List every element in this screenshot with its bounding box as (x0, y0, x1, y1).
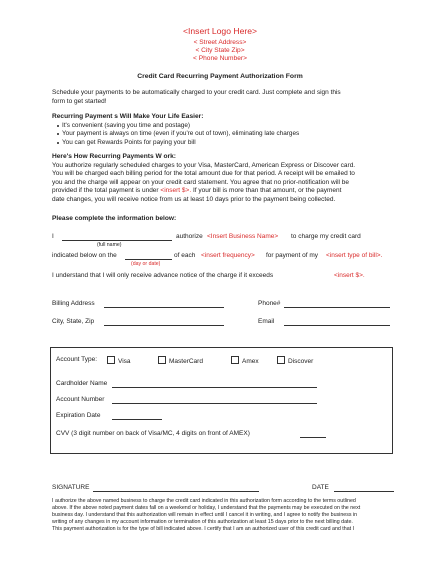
date-field[interactable] (334, 491, 394, 492)
cardholder-field[interactable] (112, 387, 317, 388)
city-state-zip-label: City, State, Zip (52, 318, 95, 325)
how-line-5: date changes, you will receive notice from us at least 10 days prior to the payment being collected. (52, 195, 336, 203)
amex-label: Amex (242, 358, 259, 365)
signature-field[interactable] (93, 491, 259, 492)
city-state-zip: < City State Zip> (195, 47, 245, 54)
how-line-4 (52, 187, 402, 195)
fine-print-line-5: This payment authorization is for the type of bill indicated above. I certify that I am an authorized user of this credit card and that I (52, 526, 355, 532)
discover-label: Discover (288, 358, 314, 365)
street-address: < Street Address> (193, 39, 247, 46)
intro-line-1: Schedule your payments to be automatically charged to your credit card. Just complete and sign this (52, 89, 341, 96)
how-line-2: You will be charged each billing period for the total amount due for that period. A receipt will be emailed to (52, 170, 355, 177)
discover-checkbox[interactable] (277, 356, 285, 364)
how-line-4a: provided if the total payment is under (52, 187, 159, 194)
visa-label: Visa (118, 358, 131, 365)
how-line-4b: If your bill is more than that amount, or the payment (192, 187, 342, 194)
fine-print-line-4: writing of any changes in my account information or termination of this authorization at least 15 days prior to the next billing date. (52, 519, 353, 525)
form-title: Credit Card Recurring Payment Authorization Form (137, 73, 303, 80)
email-label: Email (258, 318, 275, 325)
how-line-1: You authorize regularly scheduled charges to your Visa, MasterCard, American Express or Discover card. (52, 161, 356, 169)
mastercard-label: MasterCard (169, 358, 203, 365)
benefit-item: You can get Rewards Points for paying your bill (62, 139, 392, 148)
fine-print-line-3: business day. I understand that this authorization will remain in effect until I cancel it in writing, and I agree to notify the business in (52, 512, 358, 518)
i-label: I (52, 233, 54, 240)
benefits-heading: Recurring Payment s Will Make Your Life Easier: (52, 113, 204, 120)
insert-amount: <insert $>. (160, 187, 192, 194)
logo-placeholder: <Insert Logo Here> (182, 26, 258, 36)
date-label: DATE (312, 484, 329, 491)
expiration-label: Expiration Date (56, 412, 101, 419)
intro-line-2: form to get started! (52, 97, 107, 105)
discover-option[interactable] (277, 356, 313, 365)
fine-print-line-2: above. If the above noted payment dates fall on a weekend or holiday, I understand that the payments may be executed on the next (52, 505, 361, 511)
mastercard-option[interactable] (158, 356, 203, 365)
benefit-item: Your payment is always on time (even if you're out of town), eliminating late charges (62, 130, 392, 139)
mastercard-checkbox[interactable] (158, 356, 166, 364)
fine-print-line-1: I authorize the above named business to charge the credit card indicated in this authorization form according to the terms outlined (52, 498, 356, 504)
full-name-caption: (full name) (97, 242, 122, 248)
phone-label: Phone# (258, 300, 281, 307)
phone-field[interactable] (284, 307, 390, 308)
how-heading: Here's How Recurring Payments W ork: (52, 153, 176, 160)
full-name-field[interactable] (62, 240, 172, 241)
insert-amount-2: <insert $>. (334, 272, 365, 279)
email-field[interactable] (284, 325, 390, 326)
benefit-item: It's convenient (saving you time and postage) (62, 122, 392, 131)
authorize-label: authorize (176, 233, 203, 240)
for-payment-label: for payment of my (266, 252, 319, 259)
to-charge-label: to charge my credit card (291, 233, 361, 240)
insert-business-name: <Insert Business Name> (207, 233, 279, 240)
account-number-label: Account Number (56, 396, 105, 403)
expiration-field[interactable] (112, 419, 162, 420)
phone-number: < Phone Number> (193, 55, 247, 62)
insert-frequency: <insert frequency> (201, 252, 255, 259)
of-each-label: of each (174, 252, 196, 259)
account-type-label: Account Type: (56, 356, 98, 363)
how-line-3: you and the charge will appear on your credit card statement. You agree that no prior-notification will be (52, 178, 350, 186)
day-or-date-caption: (day or date) (131, 261, 161, 267)
amex-checkbox[interactable] (231, 356, 239, 364)
cvv-field[interactable] (300, 437, 326, 438)
indicated-below-label: indicated below on the (52, 252, 117, 259)
city-state-zip-field[interactable] (104, 325, 224, 326)
account-number-field[interactable] (112, 403, 317, 404)
billing-address-label: Billing Address (52, 300, 95, 307)
visa-option[interactable] (107, 356, 131, 365)
cvv-label: CVV (3 digit number on back of Visa/MC, 4 digits on front of AMEX) (56, 430, 250, 437)
complete-heading: Please complete the information below: (52, 215, 177, 222)
cardholder-label: Cardholder Name (56, 380, 108, 387)
visa-checkbox[interactable] (107, 356, 115, 364)
insert-bill-type: <insert type of bill>. (326, 252, 383, 259)
understand-line: I understand that I will only receive advance notice of the charge if it exceeds (52, 272, 274, 279)
signature-label: SIGNATURE (52, 484, 90, 491)
day-or-date-field[interactable] (125, 259, 172, 260)
billing-address-field[interactable] (104, 307, 224, 308)
amex-option[interactable] (231, 356, 259, 365)
